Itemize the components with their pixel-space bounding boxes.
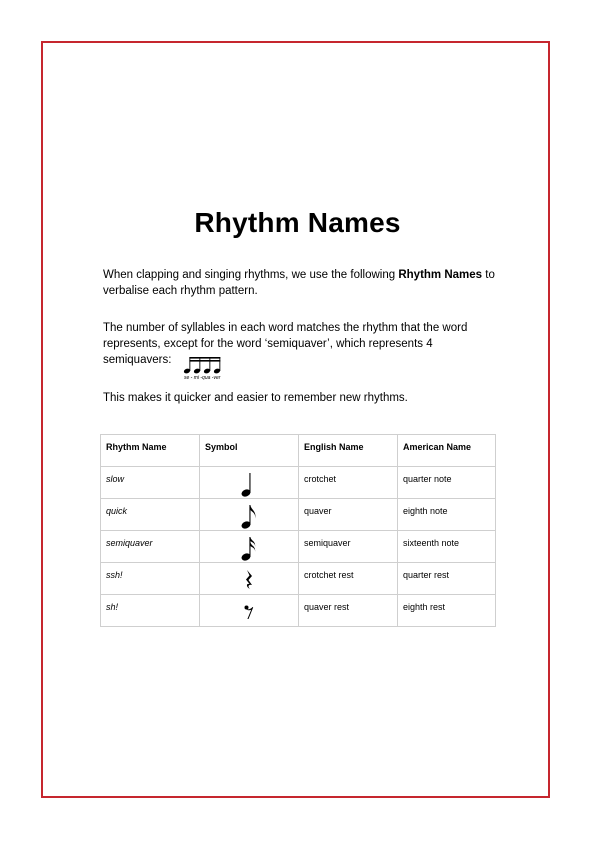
symbol-cell — [200, 499, 299, 531]
symbol-cell — [200, 563, 299, 595]
intro-paragraph — [103, 267, 503, 299]
header-english-name: English Name — [299, 435, 398, 467]
english-name-cell: crotchet rest — [299, 563, 398, 595]
table-row — [101, 595, 496, 627]
rhythm-name-cell: sh! — [101, 595, 200, 627]
quaver-icon — [238, 501, 262, 531]
page-frame — [41, 41, 550, 798]
semiquaver-icon — [238, 533, 262, 563]
rhythm-name-cell: quick — [101, 499, 200, 531]
american-name-cell: quarter note — [398, 467, 496, 499]
rhythm-name-cell: ssh! — [101, 563, 200, 595]
english-name-cell: semiquaver — [299, 531, 398, 563]
page-title: Rhythm Names — [194, 207, 401, 238]
symbol-cell — [200, 595, 299, 627]
quaver-rest-icon — [238, 597, 262, 627]
intro-text-before: When clapping and singing rhythms, we use the following — [103, 269, 399, 281]
english-name-cell: quaver — [299, 499, 398, 531]
rhythm-name-cell: semiquaver — [101, 531, 200, 563]
crotchet-rest-icon — [238, 565, 262, 595]
american-name-cell: eighth rest — [398, 595, 496, 627]
american-name-cell: eighth note — [398, 499, 496, 531]
semiquaver-syllables: se - mi -qua -ver — [184, 375, 221, 381]
table-row — [101, 499, 496, 531]
table-header-row — [101, 435, 496, 467]
english-name-cell: crotchet — [299, 467, 398, 499]
crotchet-icon — [238, 469, 262, 499]
header-american-name: American Name — [398, 435, 496, 467]
intro-bold-text: Rhythm Names — [398, 269, 483, 281]
symbol-cell — [200, 467, 299, 499]
table-row — [101, 531, 496, 563]
header-rhythm-name: Rhythm Name — [101, 435, 200, 467]
syllables-paragraph: The number of syllables in each word matches the rhythm that the word represents, except for the word ‘semiquaver’, which represents 4 semiquavers: — [103, 322, 468, 366]
table-row — [101, 467, 496, 499]
rhythm-names-table — [100, 434, 496, 627]
american-name-cell: quarter rest — [398, 563, 496, 595]
table-row — [101, 563, 496, 595]
closing-paragraph: This makes it quicker and easier to remember new rhythms. — [103, 392, 408, 404]
header-symbol: Symbol — [200, 435, 299, 467]
american-name-cell: sixteenth note — [398, 531, 496, 563]
rhythm-name-cell: slow — [101, 467, 200, 499]
english-name-cell: quaver rest — [299, 595, 398, 627]
intro-text-after: to verbalise each rhythm pattern. — [103, 269, 495, 297]
symbol-cell — [200, 531, 299, 563]
